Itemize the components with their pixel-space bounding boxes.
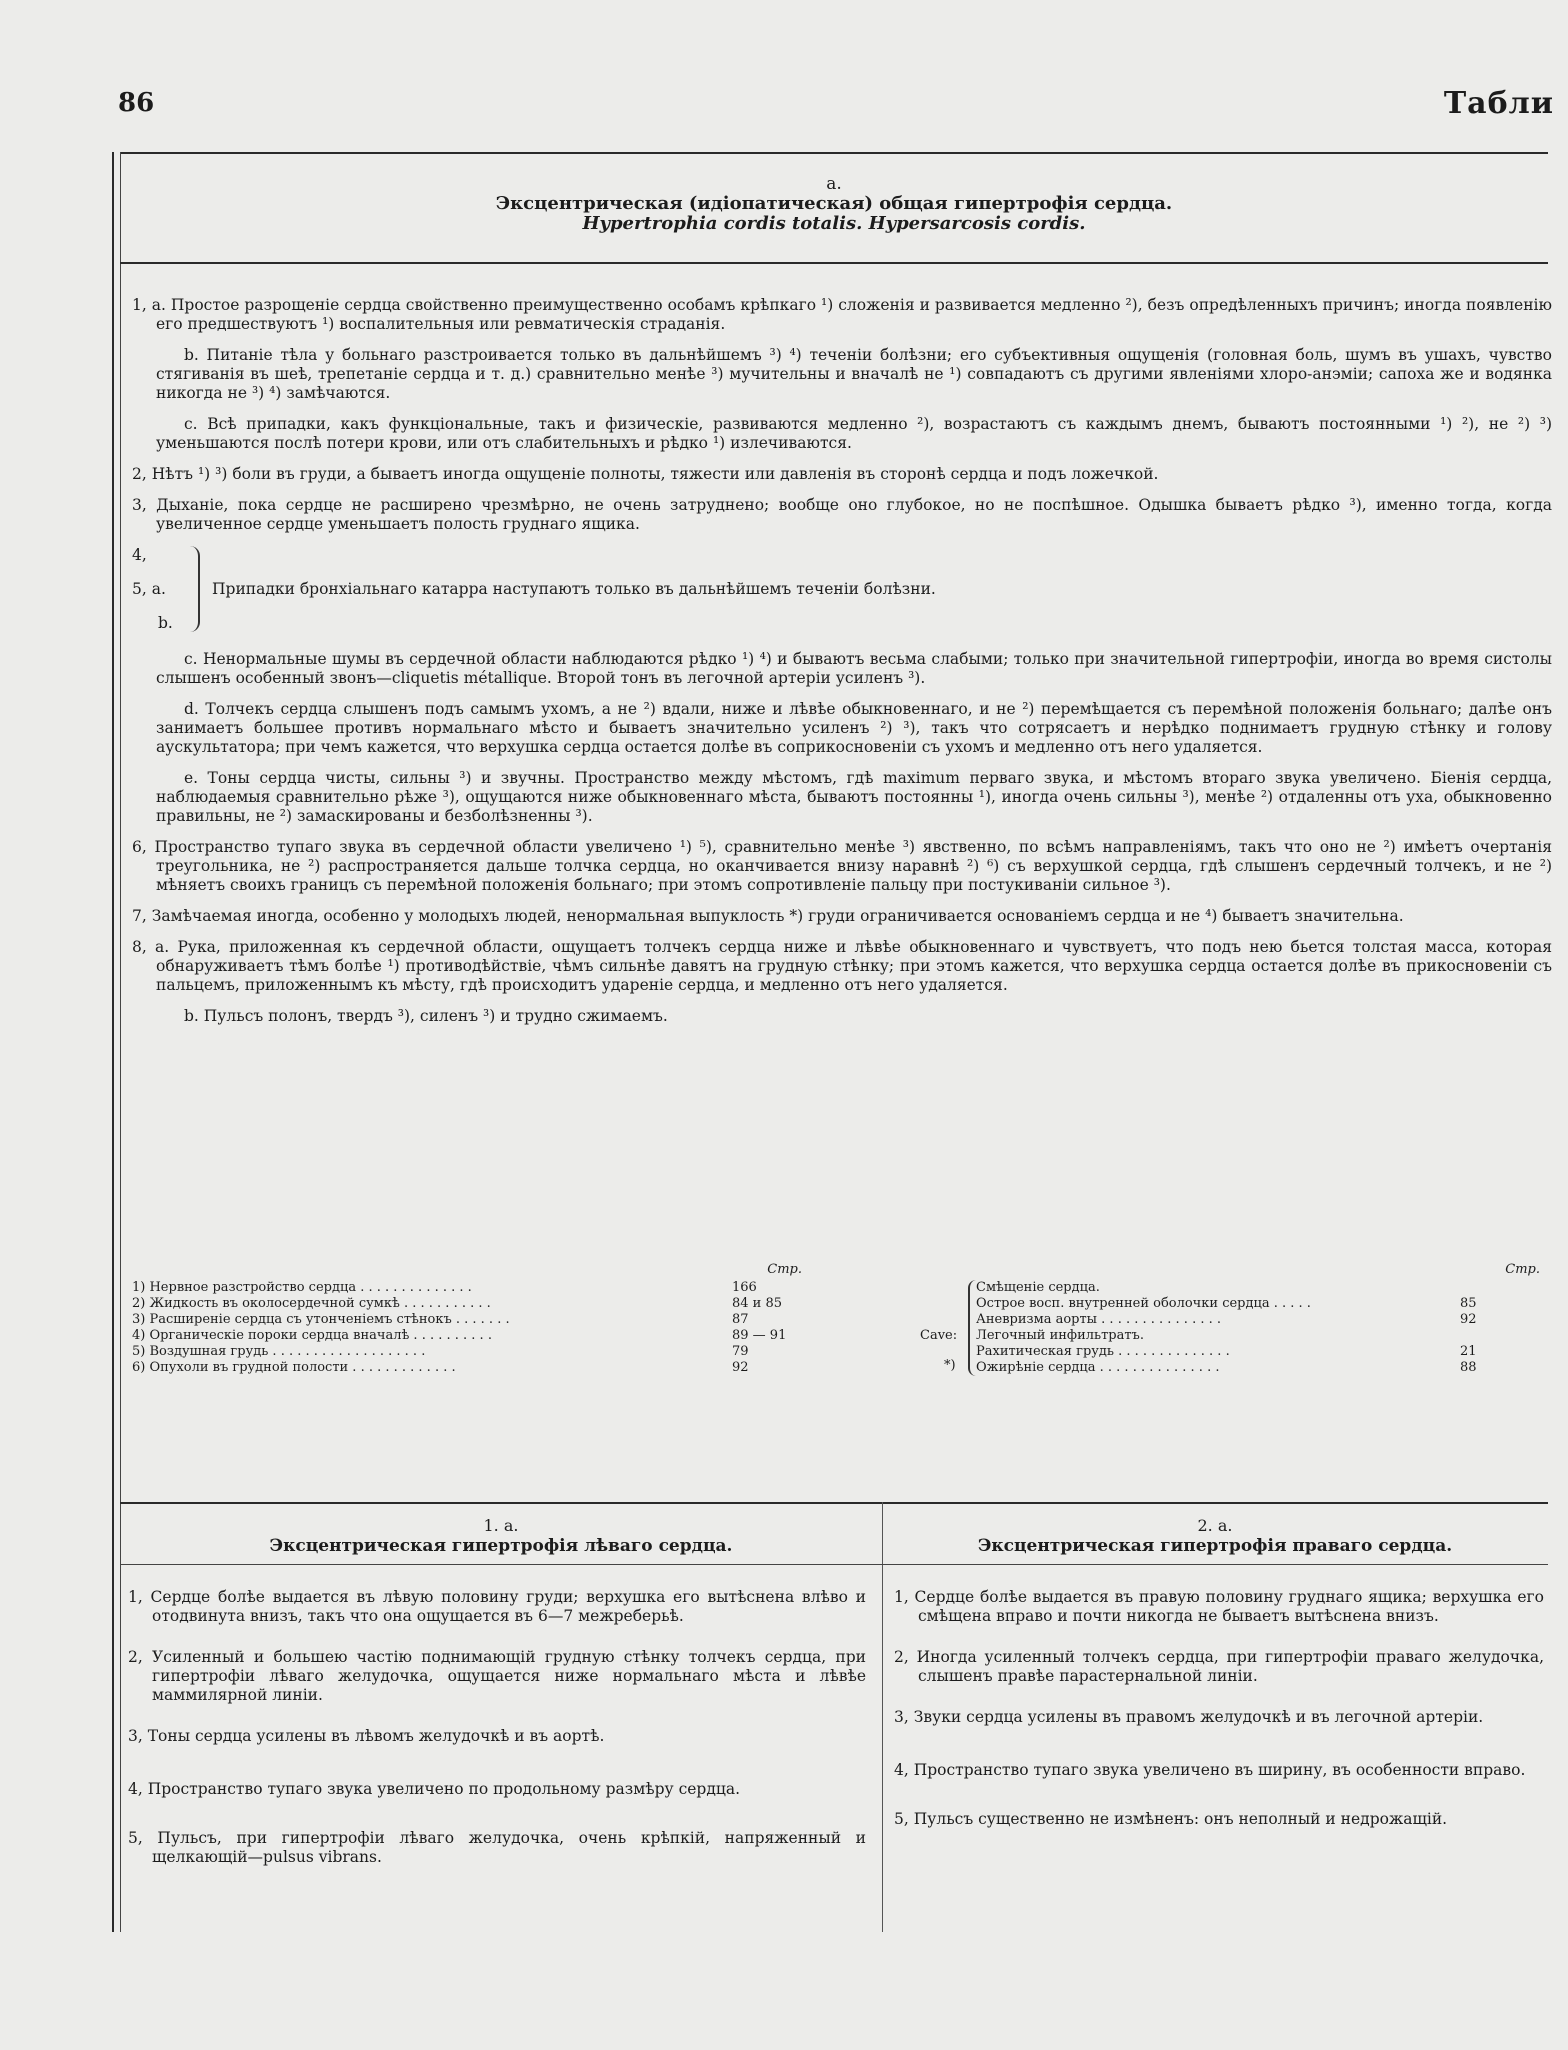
footnote-label: Легочный инфильтратъ. (976, 1328, 1144, 1343)
left-column-title: Эксцентрическая гипертрофiя лѣваго сердца. (269, 1536, 733, 1556)
left-column-number: 1. а. (483, 1516, 519, 1535)
left-column-text (128, 1588, 866, 1867)
footnote-label: Рахитическая грудь . . . . . . . . . . . . . . (976, 1344, 1230, 1359)
item-number-5a: 5, а. (132, 580, 166, 598)
section-letter: а. (826, 174, 842, 194)
footnote-page: 85 (1460, 1296, 1477, 1311)
footnotes-right-header: Стр. (1505, 1262, 1540, 1277)
page-number: 86 (118, 88, 155, 118)
item-number-5b: b. (158, 614, 173, 632)
columns-heading-rule (120, 1564, 1548, 1565)
paragraph-5e: e. Тоны сердца чисты, сильны ³) и звучны. Пространство между мѣстомъ, гдѣ maximum перваго звука, и мѣстомъ втораго звука увеличено. Бiенiя сердца, наблюдаемыя сравнительно рѣже ³), ощущаются ниже обыкновеннаго мѣста, бываютъ постоянны ¹), иногда очень сильны ³), менѣе ²) отдаленны отъ уха, обыкновенно правильны, не ²) замаскированы и безболѣзненны ³). (156, 769, 1552, 825)
cave-label: Cave: (920, 1328, 958, 1343)
footnote-label: Смѣщенiе сердца. (976, 1280, 1100, 1295)
footnote-label: 3) Расширенiе сердца съ утонченiемъ стѣнокъ . . . . . . . (132, 1312, 510, 1327)
footnote-row (132, 1312, 812, 1328)
left-column-heading (120, 1516, 882, 1556)
column-divider (882, 1502, 883, 1932)
footnote-page: 166 (732, 1280, 757, 1295)
column-item: 3, Тоны сердца усилены въ лѣвомъ желудочкѣ и въ аортѣ. (128, 1727, 605, 1745)
paragraph-6: 6, Пространство тупаго звука въ сердечной области увеличено ¹) ⁵), сравнительно менѣе ³) явственно, по всѣмъ направленiямъ, такъ что оно не ²) имѣетъ очертанiя треугольника, не ²) распространяется дальше толчка сердца, но оканчивается внизу наравнѣ ²) ⁶) съ верхушкой сердца, гдѣ слышенъ сердечный толчекъ, и не ²) мѣняетъ своихъ границъ съ перемѣной положенiя больнаго; при этомъ сопротивленiе пальцу при постукиванiи сильное ³). (132, 838, 1552, 894)
paragraph-1a: 1, а. Простое разрощенiе сердца свойственно преимущественно особамъ крѣпкаго ¹) сложенiя и развивается медленно ²), безъ опредѣленныхъ причинъ; иногда появленiю его предшествуютъ ¹) воспалительныя или ревматическiя страданiя. (132, 296, 1552, 333)
section-latin-title: Hypertrophia cordis totalis. Hypersarcosis cordis. (582, 213, 1086, 234)
footnote-label: Ожирѣнiе сердца . . . . . . . . . . . . . . . (976, 1360, 1220, 1375)
footnote-row (976, 1344, 1540, 1360)
column-item: 5, Пульсъ, при гипертрофiи лѣваго желудочка, очень крѣпкiй, напряженный и щелкающiй—pulsus vibrans. (128, 1829, 866, 1866)
item-number-4: 4, (132, 546, 147, 564)
footnotes-right-list (968, 1280, 1540, 1376)
right-column-title: Эксцентрическая гипертрофiя праваго сердца. (977, 1536, 1453, 1556)
columns-top-rule (120, 1502, 1548, 1504)
cave-labels (920, 1280, 968, 1376)
paragraph-4-5-text: Припадки бронхiальнаго катарра наступаютъ только въ дальнѣйшемъ теченiи болѣзни. (212, 580, 936, 598)
column-item: 4, Пространство тупаго звука увеличено по продольному размѣру сердца. (128, 1780, 741, 1798)
running-head: Табли (1443, 86, 1554, 121)
column-item: 2, Иногда усиленный толчекъ сердца, при гипертрофiи праваго желудочка, слышенъ правѣе парастернальной линiи. (894, 1648, 1544, 1685)
footnotes-right (920, 1262, 1540, 1376)
footnote-page: 21 (1460, 1344, 1477, 1359)
paragraph-8a: 8, а. Рука, приложенная къ сердечной области, ощущаетъ толчекъ сердца ниже и лѣвѣе обыкновеннаго и чувствуетъ, что подъ нею бьется толстая масса, которая обнаруживаетъ тѣмъ болѣе ¹) противодѣйствiе, чѣмъ сильнѣе давятъ на грудную стѣнку; при этомъ кажется, что верхушка сердца остается долѣе въ прикосновенiи съ пальцемъ, приложеннымъ къ мѣсту, гдѣ происходитъ ударенiе сердца, и медленно отъ него удаляется. (132, 938, 1552, 994)
footnotes-left-header: Стр. (767, 1262, 802, 1277)
footnote-page: 92 (1460, 1312, 1477, 1327)
footnote-label: Острое восп. внутренней оболочки сердца . . . . . (976, 1296, 1311, 1311)
footnote-row (976, 1280, 1540, 1296)
footnote-row (132, 1344, 812, 1360)
paragraph-1c: c. Всѣ припадки, какъ функцiональные, такъ и физическiе, развиваются медленно ²), возрастаютъ съ каждымъ днемъ, бываютъ постоянными ¹) ²), не ²) ³) уменьшаются послѣ потери крови, или отъ слабительныхъ и рѣдко ¹) излечиваются. (156, 415, 1552, 452)
footnote-page (1460, 1328, 1540, 1344)
footnote-row (132, 1328, 812, 1344)
right-column-heading (882, 1516, 1548, 1556)
footnote-row (976, 1360, 1540, 1376)
footnote-page: 79 (732, 1344, 749, 1359)
cave-block (920, 1280, 1540, 1376)
paragraph-2: 2, Нѣтъ ¹) ³) боли въ груди, а бываетъ иногда ощущенiе полноты, тяжести или давленiя въ сторонѣ сердца и подъ ложечкой. (132, 465, 1159, 483)
footnote-page: 92 (732, 1360, 749, 1375)
column-item: 1, Сердце болѣе выдается въ лѣвую половину груди; верхушка его вытѣснена влѣво и отодвинута внизъ, такъ что она ощущается въ 6—7 межреберьѣ. (128, 1588, 866, 1625)
section-heading (120, 174, 1548, 234)
footnote-page: 87 (732, 1312, 749, 1327)
footnote-page: 84 и 85 (732, 1296, 783, 1311)
star-label: *) (944, 1358, 956, 1373)
frame-left-rule-inner (120, 152, 121, 1932)
footnote-row (132, 1280, 812, 1296)
footnote-label: 6) Опухоли въ грудной полости . . . . . . . . . . . . . (132, 1360, 456, 1375)
paragraph-8b: b. Пульсъ полонъ, твердъ ³), силенъ ³) и трудно сжимаемъ. (184, 1007, 668, 1025)
footnote-label: Аневризма аорты . . . . . . . . . . . . . . . (976, 1312, 1222, 1327)
brace-icon (186, 546, 200, 632)
paragraph-3: 3, Дыханiе, пока сердце не расширено чрезмѣрно, не очень затруднено; вообще оно глубокое, но не поспѣшное. Одышка бываетъ рѣдко ³), именно тогда, когда увеличенное сердце уменьшаетъ полость груднаго ящика. (132, 496, 1552, 533)
footnotes-left-list (132, 1280, 812, 1376)
paragraph-7: 7, Замѣчаемая иногда, особенно у молодыхъ людей, ненормальная выпуклость *) груди ограничивается основанiемъ сердца и не ⁴) бываетъ значительна. (132, 907, 1404, 925)
footnote-page: 89 — 91 (732, 1328, 787, 1343)
footnote-row (976, 1312, 1540, 1328)
footnote-label: 5) Воздушная грудь . . . . . . . . . . . . . . . . . . . (132, 1344, 426, 1359)
frame-top-rule (120, 152, 1548, 154)
right-column-text (894, 1588, 1544, 1829)
right-column-number: 2. а. (1197, 1516, 1233, 1535)
footnote-label: 2) Жидкость въ околосердечной сумкѣ . . . . . . . . . . . (132, 1296, 491, 1311)
section-title: Эксцентрическая (идiопатическая) общая гипертрофiя сердца. (495, 193, 1173, 214)
footnote-row (132, 1296, 812, 1312)
paragraph-4-5-group (132, 546, 1552, 638)
footnote-page (1460, 1280, 1540, 1296)
footnote-page: 88 (1460, 1360, 1477, 1375)
paragraph-5c: c. Ненормальные шумы въ сердечной области наблюдаются рѣдко ¹) ⁴) и бываютъ весьма слабыми; только при значительной гипертрофiи, иногда во время систолы слышенъ особенный звонъ—cliquetis métallique. Второй тонъ въ легочной артерiи усиленъ ³). (156, 650, 1552, 687)
footnote-row (132, 1360, 812, 1376)
main-text (132, 296, 1552, 1038)
paragraph-1b: b. Питанiе тѣла у больнаго разстроивается только въ дальнѣйшемъ ³) ⁴) теченiи болѣзни; его субъективныя ощущенiя (головная боль, шумъ въ ушахъ, чувство стягиванiя въ шеѣ, трепетанiе сердца и т. д.) сравнительно менѣе ³) мучительны и вначалѣ не ¹) совпадаютъ съ другими явленiями хлоро-анэмiи; сапоха же и водянка никогда не ³) ⁴) замѣчаются. (156, 346, 1552, 402)
heading-rule (120, 262, 1548, 264)
column-item: 5, Пульсъ существенно не измѣненъ: онъ неполный и недрожащiй. (894, 1810, 1448, 1828)
footnote-row (976, 1328, 1540, 1344)
column-item: 2, Усиленный и большею частiю поднимающiй грудную стѣнку толчекъ сердца, при гипертрофiи лѣваго желудочка, ощущается ниже нормальнаго мѣста и лѣвѣе маммилярной линiи. (128, 1648, 866, 1704)
column-item: 1, Сердце болѣе выдается въ правую половину груднаго ящика; верхушка его смѣщена вправо и почти никогда не бываетъ вытѣснена внизъ. (894, 1588, 1544, 1625)
footnotes-left (132, 1262, 812, 1376)
column-item: 4, Пространство тупаго звука увеличено въ ширину, въ особенности вправо. (894, 1761, 1526, 1779)
footnote-row (976, 1296, 1540, 1312)
column-item: 3, Звуки сердца усилены въ правомъ желудочкѣ и въ легочной артерiи. (894, 1708, 1484, 1726)
frame-left-rule (112, 152, 114, 1932)
footnote-label: 4) Органическiе пороки сердца вначалѣ . . . . . . . . . . (132, 1328, 492, 1343)
paragraph-5d: d. Толчекъ сердца слышенъ подъ самымъ ухомъ, а не ²) вдали, ниже и лѣвѣе обыкновеннаго, и не ²) перемѣщается съ перемѣной положенiя больнаго; далѣе онъ занимаетъ большее противъ нормальнаго мѣсто и бываетъ значительно усиленъ ²) ³), такъ что сотрясаетъ и нерѣдко поднимаетъ грудную стѣнку и голову аускультатора; при чемъ кажется, что верхушка сердца остается долѣе въ соприкосновенiи съ ухомъ и медленно отъ него удаляется. (156, 700, 1552, 756)
footnote-label: 1) Нервное разстройство сердца . . . . . . . . . . . . . . (132, 1280, 472, 1295)
